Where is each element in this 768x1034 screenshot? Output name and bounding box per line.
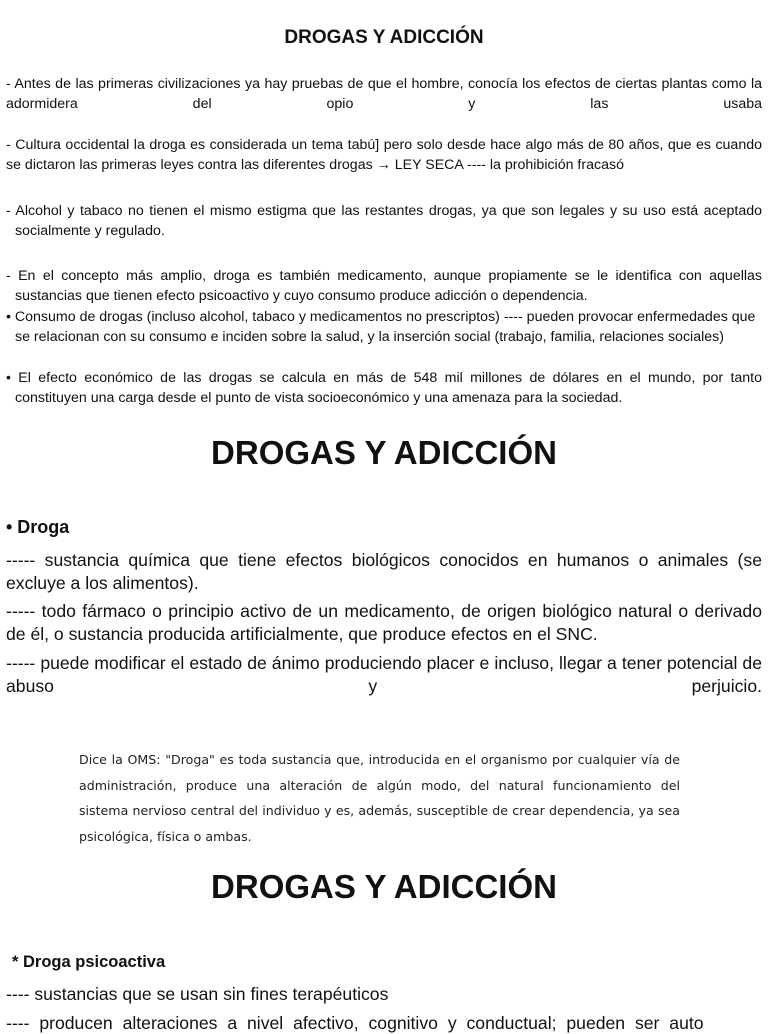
page-title: DROGAS Y ADICCIÓN xyxy=(211,434,557,471)
definition-line: ----- todo fármaco o principio activo de un medicamento, de origen biológico natural o derivado de él, o sustancia producida artificialmente, que produce efectos en el SNC. xyxy=(6,601,762,644)
paragraph: - Antes de las primeras civilizaciones ya hay pruebas de que el hombre, conocía los efectos de ciertas plantas como la adormidera del opio y las usaba xyxy=(6,76,762,112)
definition-line: ----- sustancia química que tiene efectos biológicos conocidos en humanos o animales (se excluye a los alimentos). xyxy=(6,550,762,593)
bullet-paragraph: • El efecto económico de las drogas se calcula en más de 548 mil millones de dólares en el mundo, por tanto constituyen una carga desde el punto de vista socioeconómico y una amenaza para la sociedad. xyxy=(6,370,762,406)
oms-quote: Dice la OMS: "Droga" es toda sustancia que, introducida en el organismo por cualquier vía de administración, produce una alteración de algún modo, del natural funcionamiento del sistema nervioso central del individuo y es, además, susceptible de crear dependencia, ya sea psicológica, física o ambas. xyxy=(79,752,680,844)
definition-line: ---- sustancias que se usan sin fines terapéuticos xyxy=(6,984,389,1004)
paragraph: - Alcohol y tabaco no tienen el mismo estigma que las restantes drogas, ya que son legales y su uso está aceptado socialmente y regulado. xyxy=(6,203,762,239)
page-title: DROGAS Y ADICCIÓN xyxy=(211,868,557,905)
paragraph: - En el concepto más amplio, droga es también medicamento, aunque propiamente se le identifica con aquellas sustancias que tienen efecto psicoactivo y cuyo consumo produce adicción o dependencia. xyxy=(6,268,762,304)
definition-line: ----- puede modificar el estado de ánimo produciendo placer e incluso, llegar a tener potencial de abuso y perjuicio. xyxy=(6,653,762,696)
bullet-paragraph: • Consumo de drogas (incluso alcohol, tabaco y medicamentos no prescriptos) ---- pueden provocar enfermedades que se relacionan con su consumo e inciden sobre la salud, y la inserción social (trabajo, familia, relaciones sociales) xyxy=(6,309,756,345)
page-title: DROGAS Y ADICCIÓN xyxy=(284,27,484,48)
paragraph: - Cultura occidental la droga es considerada un tema tabú] pero solo desde hace algo más de 80 años, que es cuando se dictaron las primeras leyes contra las diferentes drogas → LEY SECA ---- la prohibición fracasó xyxy=(6,137,762,173)
section-heading: • Droga xyxy=(6,517,70,537)
definition-line: ---- producen alteraciones a nivel afectivo, cognitivo y conductual; pueden ser auto xyxy=(6,1013,704,1033)
section-heading: * Droga psicoactiva xyxy=(12,953,166,971)
